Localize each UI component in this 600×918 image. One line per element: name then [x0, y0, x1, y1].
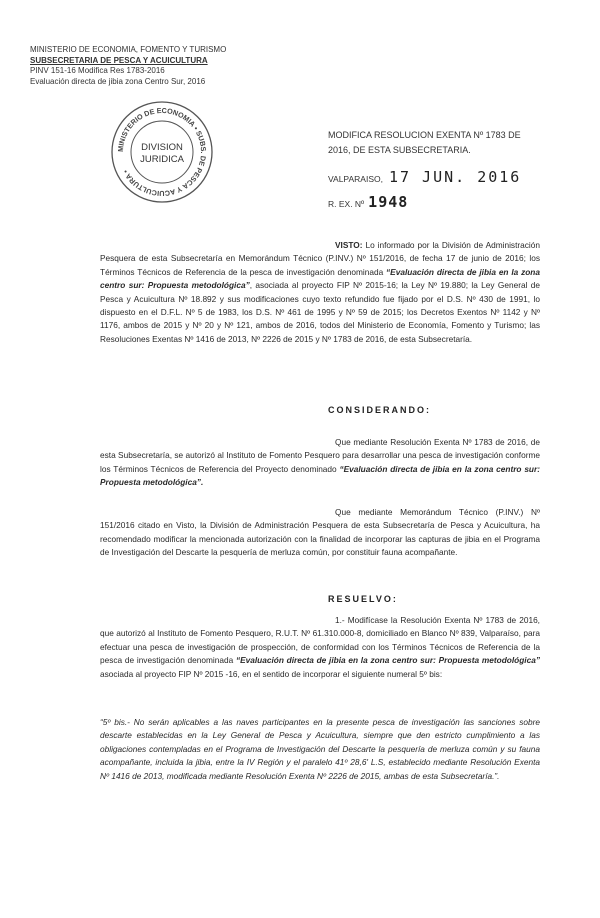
resuelvo-heading: RESUELVO: [328, 594, 398, 604]
stamp-center-line1: DIVISION [141, 142, 183, 153]
considerando-paragraph-1 [100, 436, 540, 490]
resolution-reference-block [328, 128, 553, 211]
resuelvo-p1-text-a: 1.- Modifícase la Resolución Exenta Nº 1783 de 2016, que autorizó al Instituto de Fomento Pesquero, R.U.T. Nº 61.310.000-8, domiciliado en Blanco Nº 839, Valparaíso, para efectuar una pesca de investigación de prospección, de conformidad con los Términos Técnicos de Referencia de la pesca de investigación denominada [100, 615, 540, 666]
numeral-5-bis-quote: “5º bis.- No serán aplicables a las naves participantes en la presente pesca de investigación las sanciones sobre descarte establecidas en la Ley General de Pesca y Acuicultura, siempre que den estricto cumplimiento a las obligaciones contempladas en el Programa de Investigación del Descarte la pesquería de merluza común y su fauna acompañante, incluida la jibia, entre la IV Región y el paralelo 41º 28,6' L.S, establecido mediante Resolución Exenta Nº 1416 de 2013, modificada mediante Resolución Exenta Nº 2226 de 2015, ambas de esta Subsecretaría.”. [100, 717, 540, 781]
rex-label: R. EX. Nº [328, 199, 365, 209]
visto-heading: VISTO: [335, 240, 363, 250]
considerando-p1-title: “Evaluación directa de jibia en la zona centro sur: Propuesta metodológica”. [100, 463, 540, 488]
date-line [328, 170, 521, 187]
resuelvo-p1-text-b: asociada al proyecto FIP Nº 2015 -16, en el sentido de incorporar el siguiente numeral 5º bis: [100, 668, 443, 679]
stamp-center-line2: JURIDICA [140, 154, 184, 165]
subject-reference: Evaluación directa de jibia zona Centro Sur, 2016 [30, 76, 206, 86]
visto-project-title: “Evaluación directa de jibia en la zona centro sur: Propuesta metodológica” [100, 266, 540, 291]
pinv-reference: PINV 151-16 Modifica Res 1783-2016 [30, 66, 165, 75]
subsecretaria-name: SUBSECRETARIA DE PESCA Y ACUICULTURA [30, 55, 208, 65]
ministry-name: MINISTERIO DE ECONOMIA, FOMENTO Y TURISMO [30, 45, 227, 54]
rex-line [328, 195, 408, 212]
considerando-paragraph-2 [100, 506, 540, 560]
considerando-p2-text: Que mediante Memorándum Técnico (P.INV.) Nº 151/2016 citado en Visto, la División de Administración Pesquera de esta Subsecretaría de Pesca y Acuicultura, ha recomendado modificar la mencionada autorización con la finalidad de incorporar las capturas de jibia en el Programa de Investigación del Descarte la pesquería de merluza común, por constituir fauna acompañante. [100, 507, 540, 558]
resuelvo-p1-title: “Evaluación directa de jibia en la zona centro sur: Propuesta metodológica” [235, 655, 540, 666]
date-stamp: 17 JUN. 2016 [388, 168, 522, 186]
reference-line-1: MODIFICA RESOLUCION EXENTA Nº 1783 DE [328, 130, 521, 140]
resuelvo-paragraph-1 [100, 614, 540, 681]
considerando-heading: CONSIDERANDO: [328, 405, 432, 415]
visto-text-a: Lo informado por la División de Administración Pesquera de esta Subsecretaría en Memorándum Técnico (P.INV.) Nº 151/2016, de fecha 17 de junio de 2016; los Términos Técnicos de Referencia de la pesca de investigación denominada [100, 240, 540, 277]
rex-number: 1948 [368, 193, 409, 211]
letterhead [30, 45, 226, 87]
reference-line-2: 2016, DE ESTA SUBSECRETARIA. [328, 145, 471, 155]
division-juridica-stamp [110, 100, 214, 204]
place-label: VALPARAISO, [328, 174, 383, 184]
visto-text-b: , asociada al proyecto FIP Nº 2015-16; la Ley Nº 19.880; la Ley General de Pesca y Acuicultura Nº 18.892 y sus modificaciones cuyo texto refundido fue fijado por el D.S. Nº 430 de 1991, lo dispuesto en el D.F.L. Nº 5 de 1983, los D.S. Nº 461 de 1995 y Nº 59 de 2015; los Decretos Exentos Nº 1142 y Nº 1176, ambos de 2015 y Nº 20 y Nº 121, ambos de 2016, todos del Ministerio de Economía, Fomento y Turismo; las Resoluciones Exentas Nº 1416 de 2013, Nº 2226 de 2015 y Nº 1783 de 2016, de esta Subsecretaría. [100, 280, 540, 344]
stamp-ring-text: MINISTERIO DE ECONOMIA • SUBS. DE PESCA Y ACUICULTURA • [115, 105, 209, 199]
considerando-p1-text: Que mediante Resolución Exenta Nº 1783 de 2016, de esta Subsecretaría, se autorizó al Instituto de Fomento Pesquero para desarrollar una pesca de investigación conforme los Términos Técnicos de Referencia del Proyecto denominado [100, 437, 540, 474]
visto-paragraph [100, 239, 540, 346]
